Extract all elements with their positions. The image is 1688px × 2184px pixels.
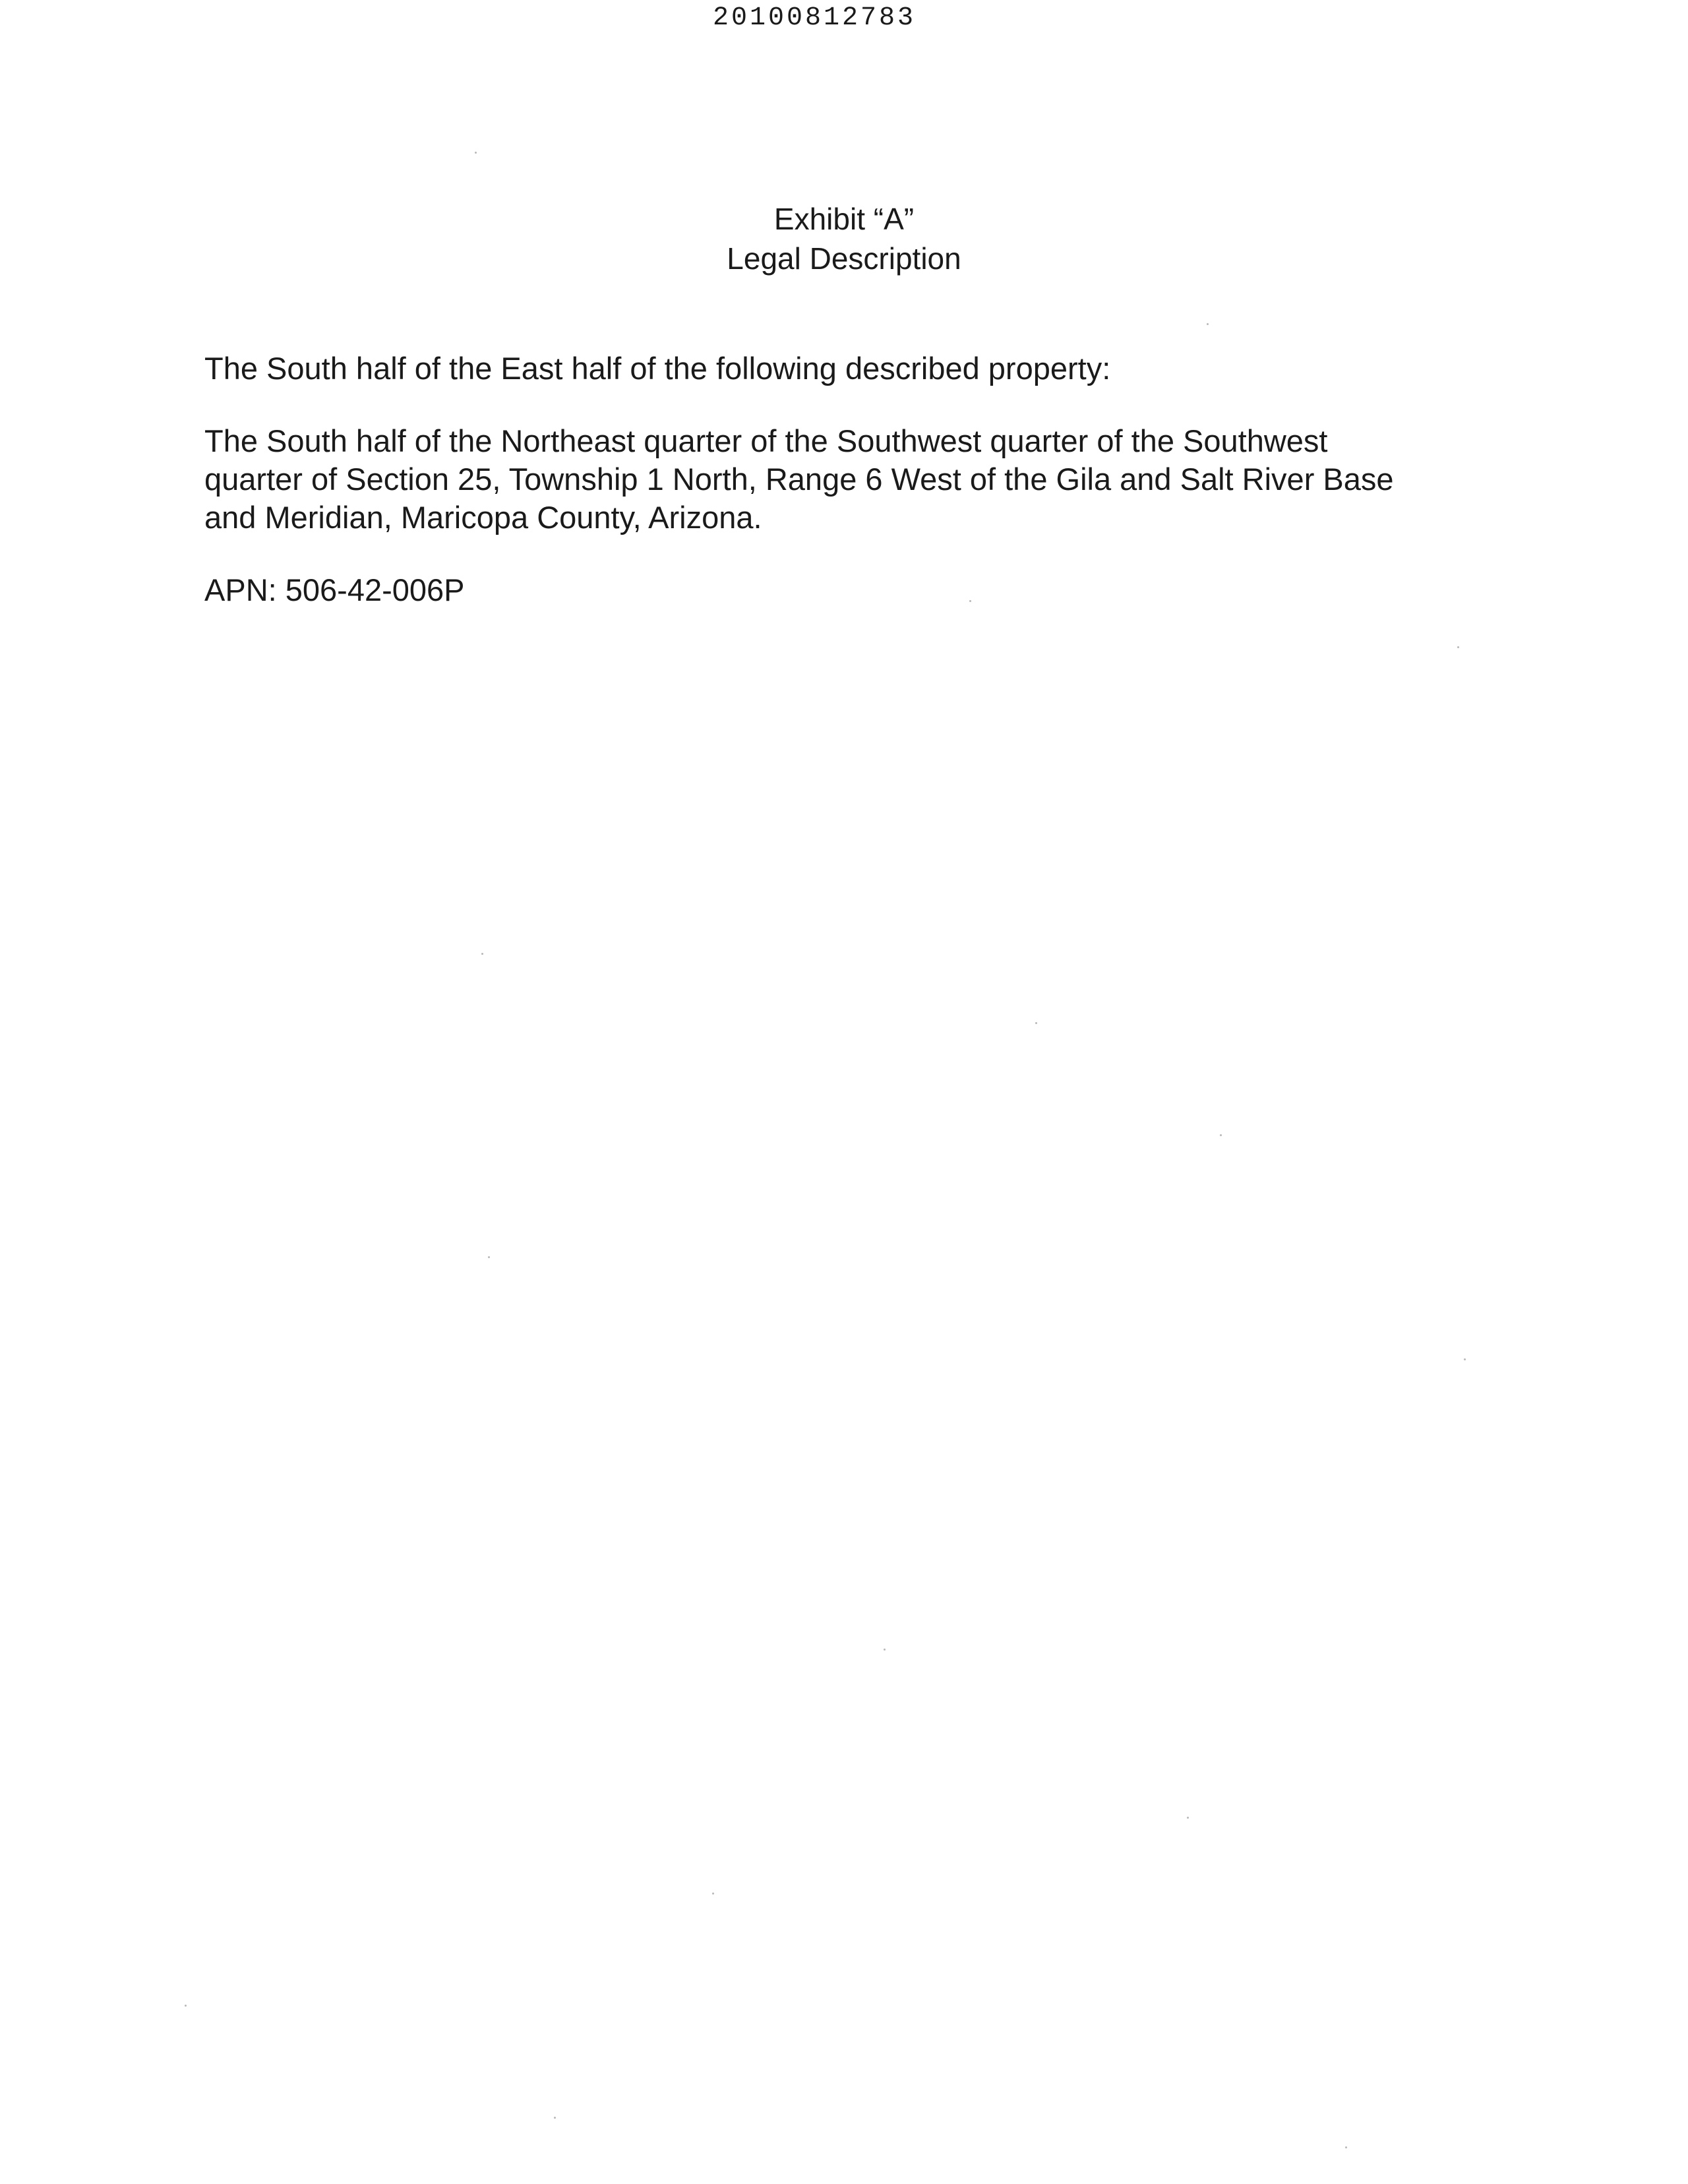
property-description-line: The South half of the Northeast quarter of the Southwest quarter of the Southwest [204, 423, 1328, 458]
scan-speck [884, 1649, 886, 1651]
scan-speck [1187, 1817, 1189, 1819]
scan-speck [185, 2005, 187, 2007]
property-description-line: quarter of Section 25, Township 1 North, Range 6 West of the Gila and Salt River Base [204, 462, 1394, 497]
scan-speck [1345, 2146, 1347, 2148]
scan-speck [1220, 1134, 1222, 1136]
scan-speck [1207, 323, 1209, 325]
exhibit-title: Exhibit “A” [773, 202, 915, 236]
scan-speck [554, 2117, 556, 2119]
scan-speck [481, 953, 483, 955]
intro-paragraph: The South half of the East half of the following described property: [204, 351, 1111, 386]
exhibit-subtitle: Legal Description [727, 241, 961, 276]
legal-description-body [204, 349, 1523, 609]
scan-speck [1457, 646, 1459, 648]
scan-speck [1035, 1022, 1037, 1024]
scan-speck [1464, 1358, 1466, 1360]
scan-speck [712, 1893, 714, 1895]
property-description-line: and Meridian, Maricopa County, Arizona. [204, 500, 762, 535]
scan-speck [969, 600, 971, 602]
scan-speck [475, 152, 477, 154]
scan-speck [488, 1256, 490, 1258]
apn-line: APN: 506-42-006P [204, 572, 465, 607]
property-description-paragraph [204, 422, 1523, 537]
recording-number: 20100812783 [712, 3, 917, 33]
exhibit-heading [0, 199, 1688, 278]
